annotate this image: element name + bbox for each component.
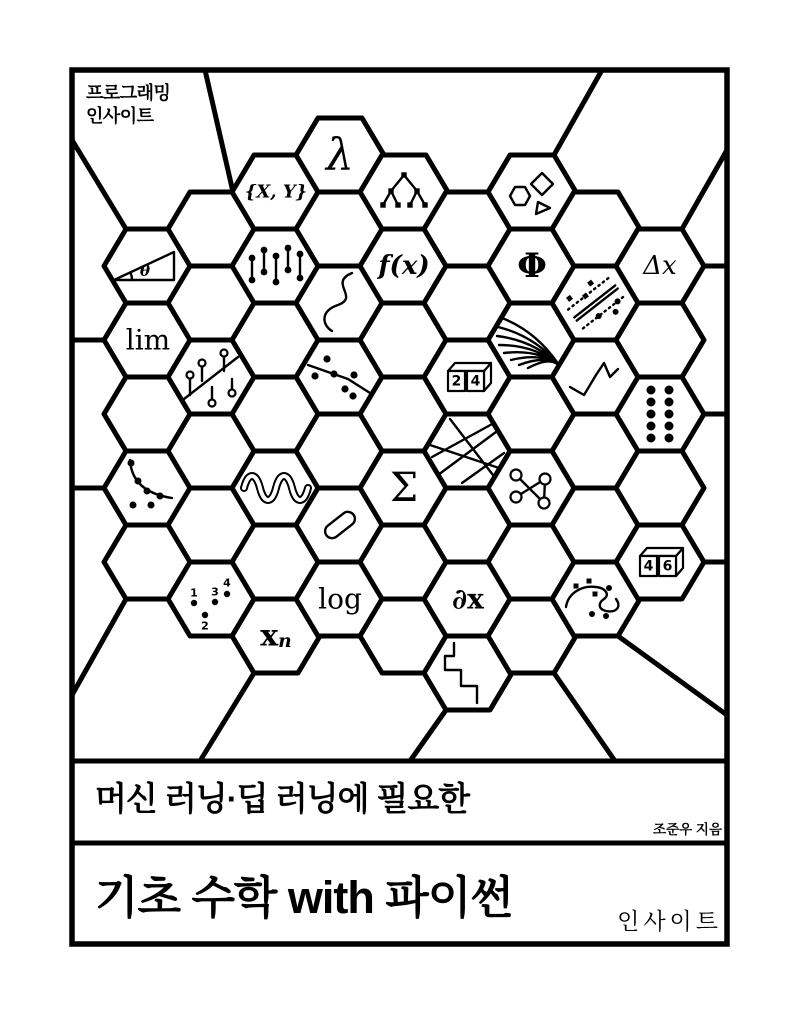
dot-matrix xyxy=(616,377,704,451)
set-xy-label: {X, Y} xyxy=(244,181,308,203)
logarithm-label: log xyxy=(318,582,362,616)
delta-x xyxy=(616,229,704,303)
hexagon-cluster xyxy=(104,118,704,710)
point-number: 2 xyxy=(201,619,209,633)
hex-cell-empty xyxy=(616,451,704,525)
book-title: 기초 수학 with 파이썬 xyxy=(95,872,513,923)
cubes-4-6 xyxy=(616,525,704,599)
subtitle-text: 머신 러닝·딥 러닝에 필요한 xyxy=(95,780,470,817)
cube-number: 4 xyxy=(470,373,481,390)
lambda-label: λ xyxy=(326,129,354,181)
x-sub-n-label: xn xyxy=(260,618,292,654)
hex-cell-empty xyxy=(616,303,704,377)
publisher-logo: 인사이트 xyxy=(617,908,722,934)
cube-number: 6 xyxy=(662,558,673,575)
point-number: 4 xyxy=(223,576,231,590)
phi-label: Φ xyxy=(517,246,547,286)
imprint-logo-line1: 프로그래밍 xyxy=(86,83,171,103)
author-credit: 조준우 지음 xyxy=(653,822,722,837)
limit-label: lim xyxy=(125,323,171,357)
partial-x-label: ∂x xyxy=(452,582,484,616)
cube-number: 2 xyxy=(451,373,462,390)
delta-x-label: Δx xyxy=(643,251,677,281)
point-number: 1 xyxy=(190,586,198,600)
theta-label: θ xyxy=(139,262,151,280)
cube-number: 4 xyxy=(643,558,654,575)
imprint-logo xyxy=(86,82,170,129)
point-number: 3 xyxy=(211,585,219,599)
sigma-summation-label: Σ xyxy=(389,465,419,511)
imprint-logo-line2: 인사이트 xyxy=(86,106,154,127)
function-fx-label: f(x) xyxy=(378,251,430,281)
